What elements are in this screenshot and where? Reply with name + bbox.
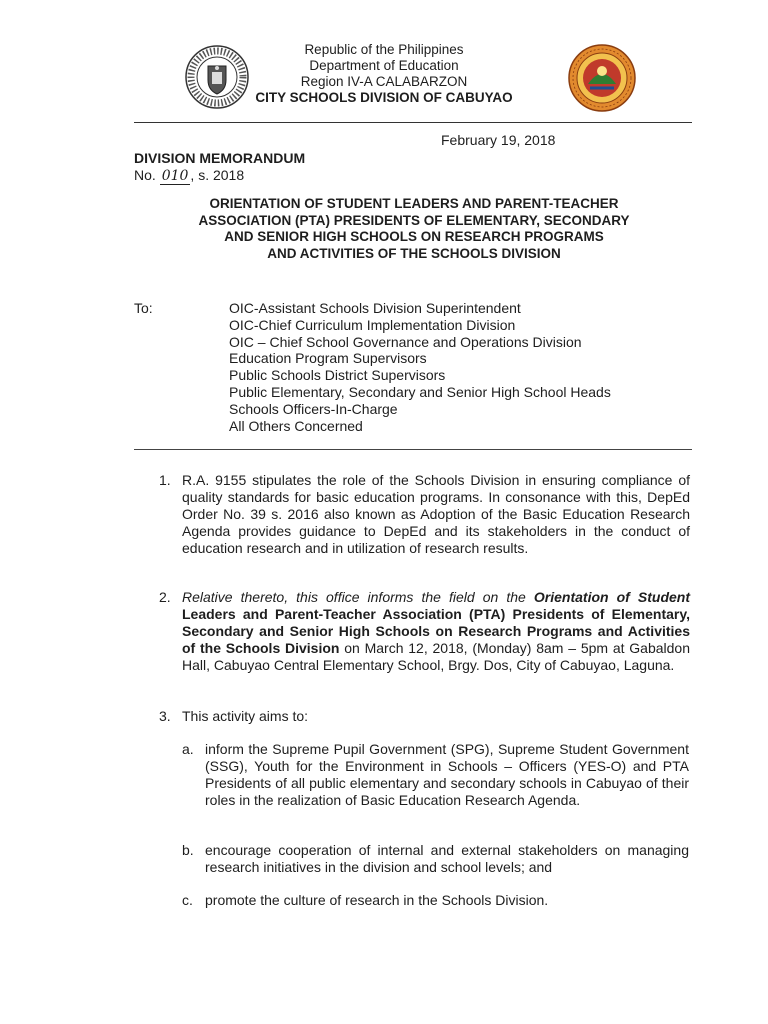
recipient-divider bbox=[134, 449, 692, 450]
header-divider bbox=[134, 122, 692, 123]
letterhead-country: Republic of the Philippines bbox=[304, 42, 464, 57]
memo-number-suffix: , s. 2018 bbox=[190, 167, 245, 183]
list-item: inform the Supreme Pupil Government (SPG), Supreme Student Government (SSG), Youth for the Environment in Schools – Officers (YES-O) and PTA Presidents of all public elementary and secondary schools in Cabuyao of their roles in the realization of Basic Education Research Agenda. bbox=[205, 741, 689, 808]
paragraph-2-details: on March 12, 2018, (Monday) 8am – 5pm at Gabaldon Hall, Cabuyao Central Elementary School, Brgy. Dos, City of Cabuyao, Laguna. bbox=[182, 640, 691, 673]
paragraph-1: R.A. 9155 stipulates the role of the Schools Division in ensuring compliance of quality standards for basic education programs. In consonance with this, DepEd Order No. 39 s. 2016 also known as Adoption of the Basic Education Research Agenda provides guidance to DepEd and its stakeholders in the conduct of education research and in utilization of research results. bbox=[182, 472, 690, 556]
recipient-list bbox=[229, 300, 611, 434]
memo-title-line: ASSOCIATION (PTA) PRESIDENTS OF ELEMENTARY, SECONDARY bbox=[198, 212, 630, 228]
memo-title-line: AND ACTIVITIES OF THE SCHOOLS DIVISION bbox=[267, 245, 561, 261]
letterhead-region: Region IV-A CALABARZON bbox=[300, 74, 468, 89]
paragraph-2-event-title: Leaders and Parent-Teacher Association (PTA) Presidents of Elementary, Secondary and Senior High Schools on Research Programs and Activities of the Schools Division bbox=[182, 606, 690, 656]
recipient-item: Schools Officers-In-Charge bbox=[229, 400, 398, 417]
memo-title bbox=[150, 196, 678, 262]
paragraph-number: 1. bbox=[159, 472, 171, 488]
memo-type: DIVISION MEMORANDUM bbox=[134, 150, 306, 166]
recipient-item: Public Schools District Supervisors bbox=[229, 367, 446, 384]
memo-title-line: ORIENTATION OF STUDENT LEADERS AND PARENT-TEACHER bbox=[209, 196, 619, 211]
paragraph-number: 2. bbox=[159, 589, 171, 605]
recipient-item: OIC-Assistant Schools Division Superintendent bbox=[229, 300, 521, 316]
paragraph-number: 3. bbox=[159, 708, 171, 724]
recipient-item: OIC-Chief Curriculum Implementation Division bbox=[229, 316, 516, 333]
paragraph-2 bbox=[182, 589, 690, 674]
paragraph-3: This activity aims to: bbox=[182, 708, 309, 724]
list-item-label: c. bbox=[182, 892, 193, 908]
list-item: encourage cooperation of internal and external stakeholders on managing research initiatives in the division and school levels; and bbox=[205, 842, 689, 875]
memo-number bbox=[134, 167, 305, 185]
memo-info bbox=[134, 150, 305, 185]
letterhead-division: CITY SCHOOLS DIVISION OF CABUYAO bbox=[255, 90, 513, 105]
memo-date: February 19, 2018 bbox=[441, 132, 556, 148]
recipient-item: Education Program Supervisors bbox=[229, 350, 427, 367]
letterhead-department: Department of Education bbox=[309, 58, 459, 73]
recipient-item: Public Elementary, Secondary and Senior High School Heads bbox=[229, 383, 611, 400]
list-item-label: a. bbox=[182, 741, 194, 757]
recipient-item: All Others Concerned bbox=[229, 417, 363, 434]
list-item: promote the culture of research in the Schools Division. bbox=[205, 892, 549, 908]
memo-title-line: AND SENIOR HIGH SCHOOLS ON RESEARCH PROGRAMS bbox=[224, 229, 604, 244]
recipient-item: OIC – Chief School Governance and Operations Division bbox=[229, 333, 582, 350]
to-label: To: bbox=[134, 300, 153, 316]
letterhead bbox=[0, 42, 768, 106]
memo-number-handwritten: 010 bbox=[161, 168, 189, 184]
memo-number-prefix: No. bbox=[134, 167, 156, 183]
list-item-label: b. bbox=[182, 842, 194, 858]
paragraph-2-intro: Relative thereto, this office informs the field on the bbox=[182, 589, 534, 605]
paragraph-2-event-italic: Orientation of Student bbox=[533, 589, 691, 605]
